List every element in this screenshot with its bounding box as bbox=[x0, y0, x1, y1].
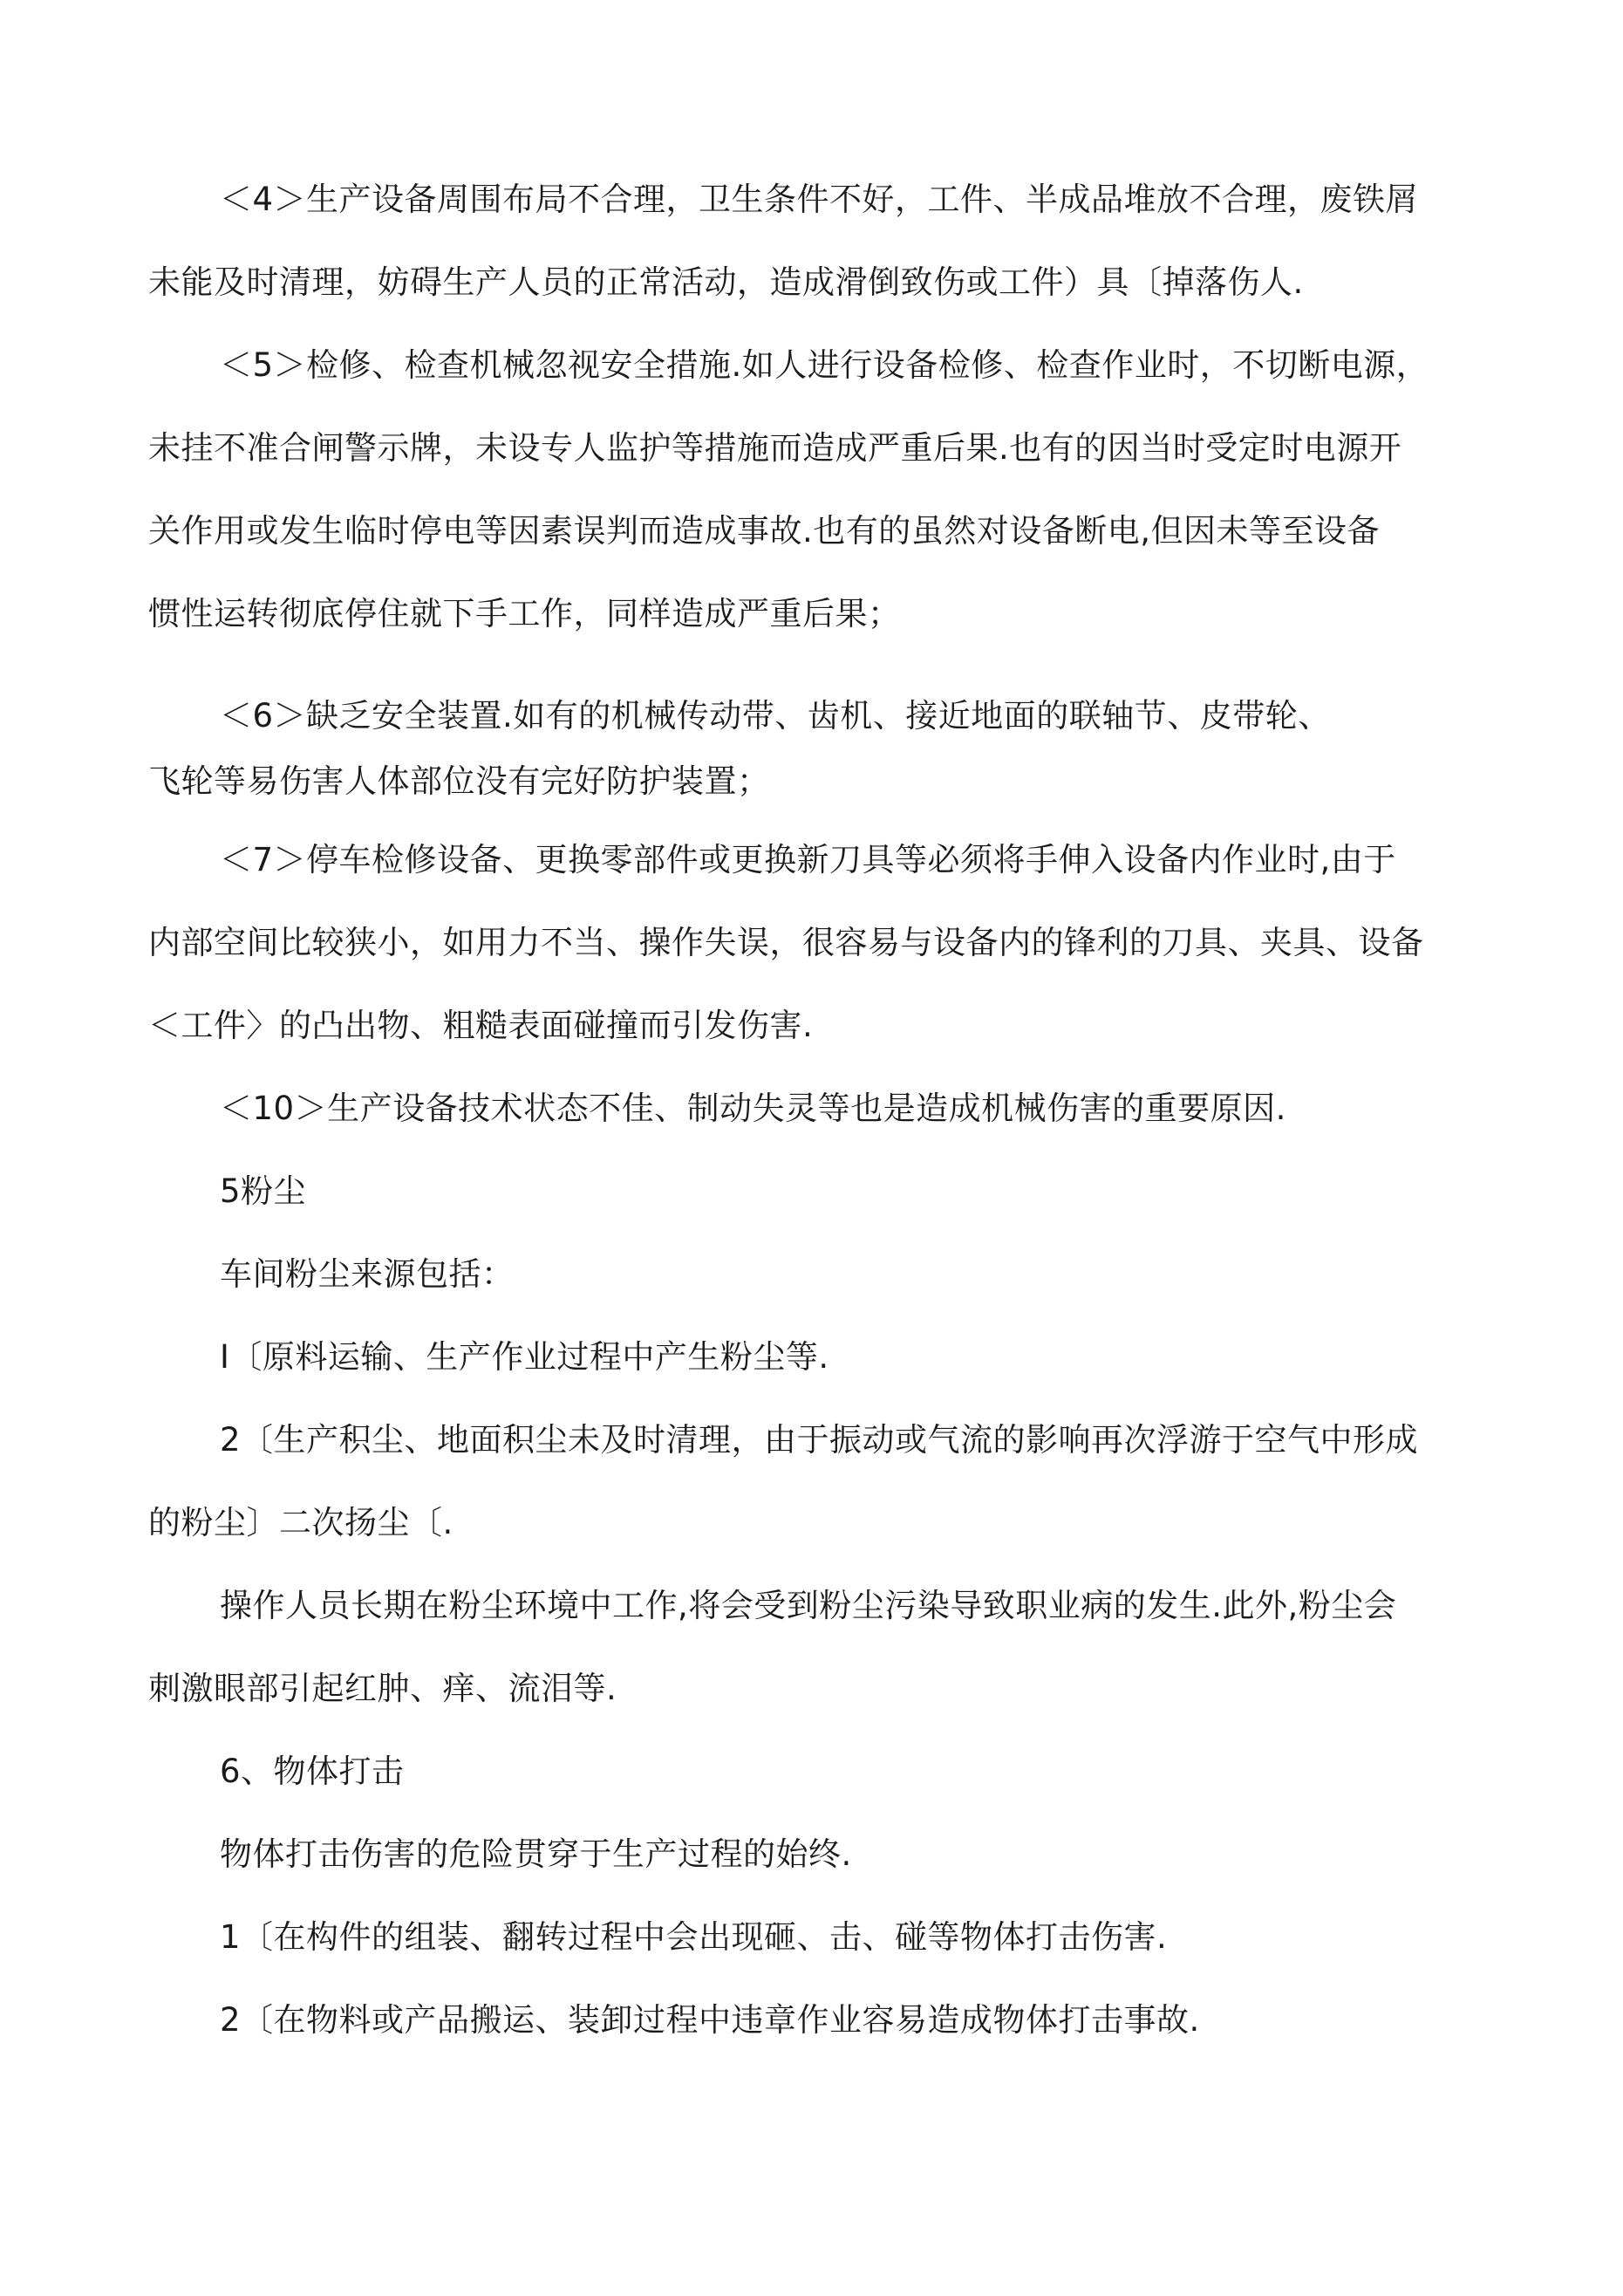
text-line: 刺激眼部引起红肿、痒、流泪等. bbox=[148, 1670, 617, 1707]
text-line: ＜4＞生产设备周围布局不合理，卫生条件不好，工件、半成品堆放不合理，废铁屑 bbox=[220, 181, 1419, 218]
text-line: ＜工件〉的凸出物、粗糙表面碰撞而引发伤害. bbox=[148, 1007, 814, 1044]
text-line: ＜10＞生产设备技术状态不佳、制动失灵等也是造成机械伤害的重要原因. bbox=[220, 1090, 1286, 1127]
heading-text: 5粉尘 bbox=[220, 1172, 307, 1210]
text-line: 未挂不准合闸警示牌，未设专人监护等措施而造成严重后果.也有的因当时受定时电源开 bbox=[148, 429, 1402, 467]
text-line: 2〔在物料或产品搬运、装卸过程中违章作业容易造成物体打击事故. bbox=[220, 2001, 1200, 2039]
text-line: 内部空间比较狭小，如用力不当、操作失误，很容易与设备内的锋利的刀具、夹具、设备 bbox=[148, 924, 1424, 961]
text-line: 惯性运转彻底停住就下手工作，同样造成严重后果； bbox=[148, 595, 901, 632]
text-line: ＜7＞停车检修设备、更换零部件或更换新刀具等必须将手伸入设备内作业时,由于 bbox=[220, 841, 1396, 878]
text-line: 物体打击伤害的危险贯穿于生产过程的始终. bbox=[220, 1835, 852, 1873]
text-line: 车间粉尘来源包括： bbox=[220, 1255, 515, 1293]
text-line: 关作用或发生临时停电等因素误判而造成事故.也有的虽然对设备断电,但因未等至设备 bbox=[148, 512, 1381, 550]
text-line: 2〔生产积尘、地面积尘未及时清理，由于振动或气流的影响再次浮游于空气中形成 bbox=[220, 1421, 1419, 1459]
text-line: 1〔在构件的组装、翻转过程中会出现砸、击、碰等物体打击伤害. bbox=[220, 1918, 1168, 1956]
text-line: I〔原料运输、生产作业过程中产生粉尘等. bbox=[220, 1338, 829, 1376]
heading-text: 6、物体打击 bbox=[220, 1753, 405, 1790]
text-line: 的粉尘〕二次扬尘〔. bbox=[148, 1504, 453, 1541]
text-line: 操作人员长期在粉尘环境中工作,将会受到粉尘污染导致职业病的发生.此外,粉尘会 bbox=[220, 1587, 1397, 1624]
text-line: ＜5＞检修、检查机械忽视安全措施.如人进行设备检修、检查作业时，不切断电源， bbox=[220, 346, 1429, 384]
text-line: ＜6＞缺乏安全装置.如有的机械传动带、齿机、接近地面的联轴节、皮带轮、 bbox=[220, 697, 1331, 735]
text-line: 飞轮等易伤害人体部位没有完好防护装置； bbox=[148, 762, 770, 800]
text-line: 未能及时清理，妨碍生产人员的正常活动，造成滑倒致伤或工件）具〔掉落伤人. bbox=[148, 263, 1304, 301]
